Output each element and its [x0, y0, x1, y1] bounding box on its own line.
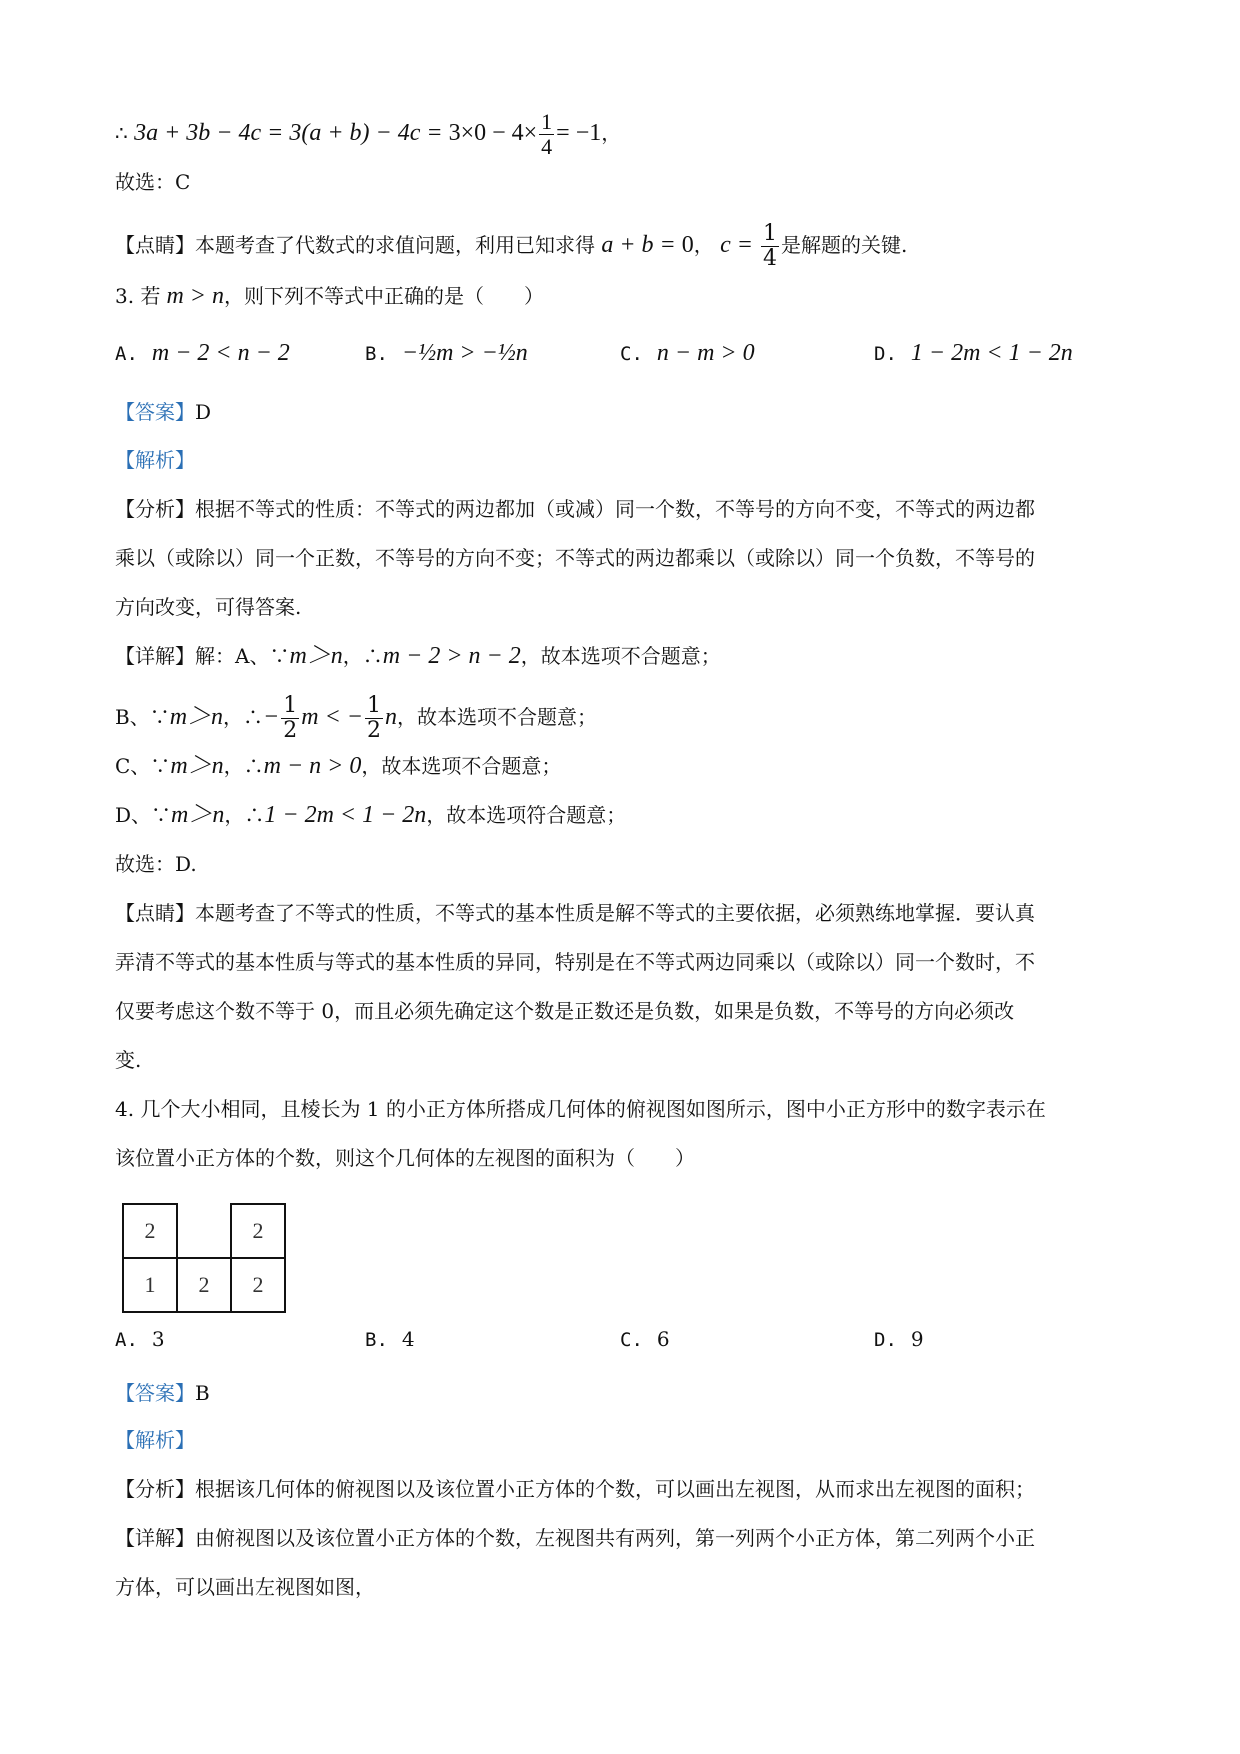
- q3-dianjing-2: 弄清不等式的基本性质与等式的基本性质的异同，特别是在不等式两边同乘以（或除以）同一个数时，不: [115, 950, 1035, 974]
- grid-cell: 2: [231, 1204, 285, 1258]
- grid-cell-empty: [177, 1204, 231, 1258]
- q3-dianjing-4: 变.: [115, 1048, 142, 1072]
- q3-answer-choice: 故选：D.: [115, 852, 197, 876]
- q2-dianjing: 【点睛】本题考查了代数式的求值问题，利用已知求得 a + b = 0， c = $\frac{1}{4}$ 是解题的关键.: [115, 221, 908, 271]
- q2-calc-formula: 3a + 3b − 4c = 3(a + b) − 4c = 3×0 − 4× $\frac{1}{4}$ = −1: [134, 109, 602, 159]
- q4-option-a: A. 3: [115, 1327, 165, 1351]
- q3-dianjing-1: 【点睛】本题考查了不等式的性质，不等式的基本性质是解不等式的主要依据，必须熟练地掌握．要认真: [115, 901, 1035, 925]
- grid-cell: 2: [231, 1258, 285, 1312]
- q2-answer-choice: 故选：C: [115, 170, 191, 194]
- q4-answer: 【答案】B: [115, 1381, 210, 1405]
- q4-option-d: D. 9: [874, 1327, 924, 1351]
- q4-jiexi-label: 【解析】: [115, 1428, 195, 1452]
- q3-answer: 【答案】D: [115, 400, 212, 424]
- q4-xiangjie-2: 方体，可以画出左视图如图，: [115, 1575, 375, 1599]
- grid-row: [123, 1204, 285, 1258]
- q3-xiangjie-d: D、∵m＞n，∴1 − 2m < 1 − 2n，故本选项符合题意；: [115, 802, 627, 828]
- q4-option-c: C. 6: [620, 1327, 670, 1351]
- q3-option-c: C. n − m > 0: [620, 340, 755, 366]
- q3-fenxi-1: 【分析】根据不等式的性质：不等式的两边都加（或减）同一个数，不等号的方向不变，不等式的两边都: [115, 497, 1035, 521]
- grid-cell: 2: [177, 1258, 231, 1312]
- top-view-grid: [122, 1203, 286, 1313]
- q2-calc-line: ∴ 3a + 3b − 4c = 3(a + b) − 4c = 3×0 − 4× $\frac{1}{4}$ = −1，: [115, 109, 622, 159]
- grid-row: [123, 1258, 285, 1312]
- q3-jiexi-label: 【解析】: [115, 448, 195, 472]
- q3-dianjing-3: 仅要考虑这个数不等于 0，而且必须先确定这个数是正数还是负数，如果是负数，不等号的方向必须改: [115, 999, 1015, 1023]
- q3-fenxi-2: 乘以（或除以）同一个正数，不等号的方向不变；不等式的两边都乘以（或除以）同一个负数，不等号的: [115, 546, 1035, 570]
- q3-xiangjie-b: B、∵m＞n，∴− $\frac{1}{2}$ m < − $\frac{1}{2}$ n，故本选项不合题意；: [115, 693, 597, 743]
- q3-option-a: A. m − 2 < n − 2: [115, 340, 290, 366]
- q3-option-b: B. −½m > −½n: [365, 340, 528, 366]
- grid-cell: 2: [123, 1204, 177, 1258]
- q4-fenxi: 【分析】根据该几何体的俯视图以及该位置小正方体的个数，可以画出左视图，从而求出左视图的面积；: [115, 1477, 1035, 1501]
- q4-stem-1: 4. 几个大小相同，且棱长为 1 的小正方体所搭成几何体的俯视图如图所示，图中小正方形中的数字表示在: [115, 1097, 1046, 1121]
- q4-option-b: B. 4: [365, 1327, 415, 1351]
- q3-fenxi-3: 方向改变，可得答案.: [115, 595, 302, 619]
- q3-stem: 3. 若 m > n，则下列不等式中正确的是（ ）: [115, 283, 544, 309]
- grid-cell: 1: [123, 1258, 177, 1312]
- q4-xiangjie-1: 【详解】由俯视图以及该位置小正方体的个数，左视图共有两列，第一列两个小正方体，第二列两个小正: [115, 1526, 1035, 1550]
- q3-xiangjie-a: 【详解】解：A、∵m＞n，∴m − 2 > n − 2，故本选项不合题意；: [115, 643, 721, 669]
- q3-option-d: D. 1 − 2m < 1 − 2n: [874, 340, 1073, 366]
- q4-stem-2: 该位置小正方体的个数，则这个几何体的左视图的面积为（ ）: [115, 1146, 695, 1170]
- q3-xiangjie-c: C、∵m＞n，∴m − n > 0，故本选项不合题意；: [115, 753, 562, 779]
